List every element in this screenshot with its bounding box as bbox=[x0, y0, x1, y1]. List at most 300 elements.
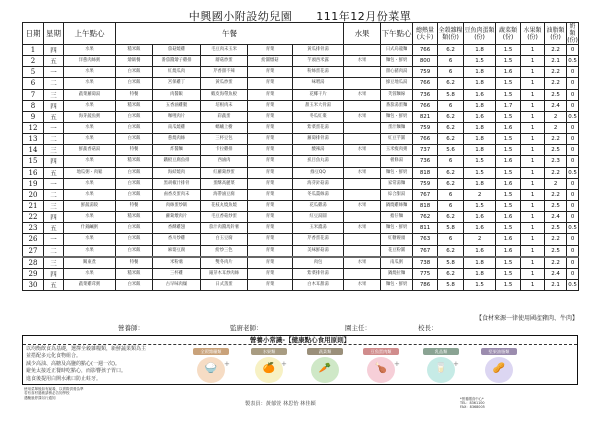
oils-cell: 2.2 bbox=[545, 45, 567, 56]
dairy-cell: 0.5 bbox=[567, 56, 579, 67]
pm-snack-cell: 紅豆芋圓 bbox=[381, 134, 413, 145]
grains-cell: 6 bbox=[438, 56, 464, 67]
pm-snack-cell: 麵包・鮮奶 bbox=[381, 111, 413, 122]
dairy-cell: 0 bbox=[567, 257, 579, 269]
lunch-staple-cell: 白米飯 bbox=[116, 279, 153, 290]
fruit-cell bbox=[344, 245, 381, 257]
dietitian-signature: 營養師： bbox=[118, 324, 144, 332]
col-vegetables: 蔬菜類(份) bbox=[496, 23, 521, 45]
lunch-veg-cell: 青菜 bbox=[248, 122, 293, 133]
grains-cell: 6.2 bbox=[438, 122, 464, 133]
vegetables-cell: 1.7 bbox=[496, 100, 521, 111]
calories-cell: 737 bbox=[413, 145, 438, 156]
calories-cell: 818 bbox=[413, 200, 438, 211]
weekday-cell: 二 bbox=[44, 134, 64, 145]
pm-snack-cell: 玉米瘦肉粥 bbox=[381, 145, 413, 156]
date-cell: 23 bbox=[23, 223, 44, 234]
table-row bbox=[23, 89, 579, 100]
grains-cell: 6 bbox=[438, 200, 464, 211]
col-calories: 總熱量(大卡) bbox=[413, 23, 438, 45]
pm-snack-cell: 綠豆地瓜湯 bbox=[381, 78, 413, 89]
contact-line: TEL：8361100 bbox=[460, 401, 485, 406]
tips-heading: 營養小常識-【健康點心食用原則】 bbox=[23, 336, 577, 345]
lunch-veg-cell: 青菜 bbox=[248, 257, 293, 269]
calories-cell: 759 bbox=[413, 122, 438, 133]
lunch-staple-cell: 白米飯 bbox=[116, 167, 153, 178]
food-group-item bbox=[477, 348, 521, 384]
tip-line: 減少高油、高糖及高鹽的點心(一週一次)。 bbox=[26, 360, 120, 367]
protein-cell: 1.8 bbox=[464, 122, 496, 133]
lunch-staple-cell: 白米飯 bbox=[116, 245, 153, 257]
protein-cell: 1.5 bbox=[464, 167, 496, 178]
vegetables-cell: 1.6 bbox=[496, 178, 521, 189]
protein-cell: 1.5 bbox=[464, 200, 496, 211]
am-snack-cell: 洋蔥肉絲粥 bbox=[64, 56, 116, 67]
protein-cell: 1.5 bbox=[464, 279, 496, 290]
fruit-cell: 水果 bbox=[344, 145, 381, 156]
plus-icon: + bbox=[453, 360, 459, 368]
lunch-side-cell: 卡拉雞排 bbox=[201, 145, 248, 156]
lunch-soup-cell: 海芽針菇湯 bbox=[293, 178, 344, 189]
lunch-staple-cell: 白米飯 bbox=[116, 223, 153, 234]
vegetables-cell: 1.6 bbox=[496, 245, 521, 257]
vegetables-cell: 1.6 bbox=[496, 67, 521, 78]
food-group-label: 蔬菜類 bbox=[307, 348, 343, 355]
lunch-soup-cell: 美味鮮菇湯 bbox=[293, 245, 344, 257]
lunch-main-cell: 咖哩肉片 bbox=[153, 111, 201, 122]
calories-cell: 763 bbox=[413, 234, 438, 245]
am-snack-cell: 水果 bbox=[64, 268, 116, 279]
pm-snack-cell: 麵包・鮮奶 bbox=[381, 167, 413, 178]
lunch-soup-cell: 芋頭西米露 bbox=[293, 56, 344, 67]
protein-cell: 2 bbox=[464, 189, 496, 200]
fruit-cell bbox=[344, 122, 381, 133]
lunch-main-cell: 香酥雞翅 bbox=[153, 223, 201, 234]
weekday-cell: 四 bbox=[44, 45, 64, 56]
table-row bbox=[23, 234, 579, 245]
vegetables-cell: 1.5 bbox=[496, 167, 521, 178]
col-grains: 全榖雜糧類(份) bbox=[438, 23, 464, 45]
lunch-staple-cell: 白米飯 bbox=[116, 122, 153, 133]
lunch-veg-cell: 青菜 bbox=[248, 212, 293, 223]
lunch-soup-cell: 冬瓜薑絲湯 bbox=[293, 189, 344, 200]
date-cell: 12 bbox=[23, 122, 44, 133]
lunch-soup-cell: 蘿蔔排骨湯 bbox=[293, 134, 344, 145]
col-dairy: 奶類(份) bbox=[567, 23, 578, 44]
date-cell: 19 bbox=[23, 178, 44, 189]
lunch-staple-cell: 糙米飯 bbox=[116, 156, 153, 167]
lunch-side-cell: 蛋酥高麗菜 bbox=[201, 178, 248, 189]
footer-notes bbox=[24, 387, 84, 400]
oils-cell: 2.1 bbox=[545, 279, 567, 290]
table-row bbox=[23, 100, 579, 111]
contact-line: FAX：8368005 bbox=[460, 405, 485, 410]
food-icon: 🥛 bbox=[434, 363, 448, 374]
lunch-soup-cell: 味噌湯 bbox=[293, 78, 344, 89]
date-cell: 21 bbox=[23, 200, 44, 211]
lunch-staple-cell: 糙米飯 bbox=[116, 268, 153, 279]
vegetables-cell: 1.6 bbox=[496, 234, 521, 245]
weekday-cell: 二 bbox=[44, 245, 64, 257]
lunch-main-cell: 古早味肉燥 bbox=[153, 279, 201, 290]
vegetables-cell: 1.5 bbox=[496, 45, 521, 56]
fruit-cell bbox=[344, 156, 381, 167]
col-am-snack: 上午點心 bbox=[64, 23, 116, 45]
fruit-cell bbox=[344, 134, 381, 145]
lunch-main-cell: 炸醬麵 bbox=[153, 145, 201, 156]
lunch-veg-cell: 青菜 bbox=[248, 167, 293, 178]
date-cell: 16 bbox=[23, 167, 44, 178]
table-row bbox=[23, 223, 579, 234]
calories-cell: 736 bbox=[413, 156, 438, 167]
calories-cell: 800 bbox=[413, 56, 438, 67]
weekday-cell: 三 bbox=[44, 89, 64, 100]
lunch-veg-cell: 青菜 bbox=[248, 156, 293, 167]
protein-cell: 1.6 bbox=[464, 89, 496, 100]
dairy-cell: 0 bbox=[567, 178, 579, 189]
food-group-item bbox=[303, 348, 347, 384]
dairy-cell: 0.5 bbox=[567, 279, 579, 290]
fruit-cell: 水果 bbox=[344, 89, 381, 100]
calories-cell: 736 bbox=[413, 89, 438, 100]
calories-cell: 775 bbox=[413, 268, 438, 279]
school-name: 中興國小附設幼兒園 bbox=[188, 10, 293, 23]
lunch-veg-cell: 青菜 bbox=[248, 78, 293, 89]
weekday-cell: 三 bbox=[44, 257, 64, 269]
grains-cell: 6.2 bbox=[438, 134, 464, 145]
oils-cell: 2.2 bbox=[545, 78, 567, 89]
oils-cell: 2 bbox=[545, 122, 567, 133]
am-snack-cell: 水果 bbox=[64, 178, 116, 189]
food-group-illustration bbox=[311, 357, 339, 383]
fruit-cell: 水果 bbox=[344, 56, 381, 67]
menu-table bbox=[22, 22, 579, 291]
oils-cell: 2.5 bbox=[545, 89, 567, 100]
weekday-cell: 三 bbox=[44, 145, 64, 156]
am-snack-cell: 水果 bbox=[64, 212, 116, 223]
pm-snack-cell: 麵包・鮮奶 bbox=[381, 223, 413, 234]
grains-cell: 6.2 bbox=[438, 45, 464, 56]
lunch-side-cell: 彩蔬蛋 bbox=[201, 111, 248, 122]
calories-cell: 762 bbox=[413, 212, 438, 223]
weekday-cell: 五 bbox=[44, 223, 64, 234]
nutrition-tips-box bbox=[22, 335, 578, 385]
food-icon: 🍚 bbox=[204, 363, 218, 374]
lunch-main-cell: 鐵板豆腐魚排 bbox=[153, 156, 201, 167]
lunch-veg-cell: 青菜 bbox=[248, 189, 293, 200]
lunch-side-cell: 花枝丸燒魚燒 bbox=[201, 200, 248, 211]
lunch-staple-cell: 白米飯 bbox=[116, 178, 153, 189]
grains-cell: 6.2 bbox=[438, 111, 464, 122]
fruit-cell: 水果 bbox=[344, 167, 381, 178]
fruit-cell bbox=[344, 212, 381, 223]
lunch-staple-cell: 特餐 bbox=[116, 89, 153, 100]
fruit-cell: 水果 bbox=[344, 111, 381, 122]
oils-cell: 2.5 bbox=[545, 223, 567, 234]
col-date: 日期 bbox=[23, 23, 44, 45]
pm-snack-cell: 麵包・鮮奶 bbox=[381, 56, 413, 67]
weekday-cell: 二 bbox=[44, 78, 64, 89]
food-group-illustration bbox=[485, 357, 513, 383]
lunch-side-cell: 海帶滷豆腐 bbox=[201, 189, 248, 200]
director-signature: 園主任： bbox=[345, 324, 371, 332]
lunch-side-cell: 三杯豆包 bbox=[201, 134, 248, 145]
vegetables-cell: 1.6 bbox=[496, 122, 521, 133]
date-cell: 6 bbox=[23, 78, 44, 89]
vegetables-cell: 1.5 bbox=[496, 56, 521, 67]
vegetables-cell: 1.5 bbox=[496, 111, 521, 122]
col-pm-snack: 下午點心 bbox=[381, 23, 413, 45]
lunch-soup-cell: 白木耳甜湯 bbox=[293, 279, 344, 290]
protein-cell: 1.8 bbox=[464, 67, 496, 78]
calories-cell: 759 bbox=[413, 67, 438, 78]
am-snack-cell: 水果 bbox=[64, 67, 116, 78]
dairy-cell: 0 bbox=[567, 200, 579, 211]
food-icon: 🍊 bbox=[262, 363, 276, 374]
lunch-soup-cell: 黃瓜排骨湯 bbox=[293, 45, 344, 56]
tip-line: 並搭配多元化食物組合。 bbox=[26, 353, 82, 360]
lunch-veg-cell: 青菜 bbox=[248, 111, 293, 122]
calories-cell: 759 bbox=[413, 178, 438, 189]
lunch-soup-cell: 粉絲蛋花湯 bbox=[293, 67, 344, 78]
fruits-cell: 1 bbox=[521, 156, 545, 167]
lunch-side-cell: 紅蘿蔔炒蛋 bbox=[201, 167, 248, 178]
table-row bbox=[23, 279, 579, 290]
weekday-cell: 四 bbox=[44, 156, 64, 167]
grains-cell: 6 bbox=[438, 100, 464, 111]
table-row bbox=[23, 122, 579, 133]
lunch-veg-cell: 青菜 bbox=[248, 89, 293, 100]
lunch-staple-cell: 糙米飯 bbox=[116, 212, 153, 223]
dairy-cell: 0 bbox=[567, 100, 579, 111]
lunch-main-cell: 米粉羹 bbox=[153, 257, 201, 269]
dairy-cell: 0.5 bbox=[567, 111, 579, 122]
lunch-main-cell: 三杯雞 bbox=[153, 268, 201, 279]
table-row bbox=[23, 178, 579, 189]
lunch-side-cell: 雙冬肉片 bbox=[201, 257, 248, 269]
calories-cell: 767 bbox=[413, 189, 438, 200]
protein-cell: 1.6 bbox=[464, 223, 496, 234]
fruits-cell: 1 bbox=[521, 56, 545, 67]
lunch-side-cell: 培根肉末 bbox=[201, 100, 248, 111]
lunch-main-cell: 黑胡椒汁排骨 bbox=[153, 178, 201, 189]
oils-cell: 2.5 bbox=[545, 245, 567, 257]
oils-cell: 2.2 bbox=[545, 257, 567, 269]
protein-cell: 1.8 bbox=[464, 100, 496, 111]
vegetables-cell: 1.5 bbox=[496, 257, 521, 269]
food-group-label: 堅果油脂類 bbox=[481, 348, 517, 355]
plus-icon: + bbox=[394, 360, 400, 368]
date-cell: 27 bbox=[23, 245, 44, 257]
oils-cell: 2.1 bbox=[545, 56, 567, 67]
lunch-staple-cell: 白米飯 bbox=[116, 67, 153, 78]
grains-cell: 5.8 bbox=[438, 279, 464, 290]
pm-snack-cell: 家常湯麵 bbox=[381, 178, 413, 189]
weekday-cell: 一 bbox=[44, 234, 64, 245]
lunch-soup-cell: 綠豆QQ bbox=[293, 167, 344, 178]
lunch-staple-cell: 白米飯 bbox=[116, 111, 153, 122]
pm-snack-cell: 麵包・鮮奶 bbox=[381, 279, 413, 290]
vegetables-cell: 1.5 bbox=[496, 223, 521, 234]
col-fruits: 水果類(份) bbox=[521, 23, 545, 45]
oils-cell: 2.4 bbox=[545, 212, 567, 223]
lunch-main-cell: 宮保雞丁 bbox=[153, 78, 201, 89]
fruit-cell bbox=[344, 100, 381, 111]
lunch-soup-cell: 花椰干片 bbox=[293, 89, 344, 100]
calories-cell: 766 bbox=[413, 134, 438, 145]
am-snack-cell: 什錦鹹粥 bbox=[64, 223, 116, 234]
lunch-soup-cell: 花瓜雞湯 bbox=[293, 200, 344, 211]
kitchen-teacher-signature: 監廚老師： bbox=[230, 324, 263, 332]
tip-line: 進食後提用白開水漱口防止蛀牙。 bbox=[26, 375, 102, 382]
am-snack-cell: 海芽蔬魚粥 bbox=[64, 111, 116, 122]
am-snack-cell: 水果 bbox=[64, 45, 116, 56]
weekday-cell: 五 bbox=[44, 56, 64, 67]
dairy-cell: 0 bbox=[567, 212, 579, 223]
oils-cell: 2.2 bbox=[545, 167, 567, 178]
calories-cell: 821 bbox=[413, 111, 438, 122]
footer-note-line: 使用菜單後如有疑義，以實際供餐為準 bbox=[24, 387, 84, 391]
lunch-staple-cell: 特餐 bbox=[116, 257, 153, 269]
menu-body bbox=[23, 45, 579, 291]
calories-cell: 766 bbox=[413, 78, 438, 89]
food-group-label: 水果類 bbox=[251, 348, 287, 355]
lunch-veg-cell: 青菜 bbox=[248, 45, 293, 56]
weekday-cell: 一 bbox=[44, 178, 64, 189]
lunch-main-cell: 蔥燒肉絲 bbox=[153, 134, 201, 145]
tip-line: 以均衡飲食為基礎，選擇全穀雜糧類，新鮮蔬果類為主 bbox=[26, 346, 147, 352]
table-row bbox=[23, 268, 579, 279]
lunch-veg-cell: 青菜 bbox=[248, 279, 293, 290]
food-icon: 🍗 bbox=[374, 363, 388, 374]
grains-cell: 6.2 bbox=[438, 245, 464, 257]
lunch-main-cell: 紅燒瓜肉 bbox=[153, 67, 201, 78]
am-snack-cell: 蔬菜雞茸粥 bbox=[64, 279, 116, 290]
fruits-cell: 1 bbox=[521, 200, 545, 211]
food-group-illustration bbox=[197, 357, 225, 383]
am-snack-cell: 水果 bbox=[64, 234, 116, 245]
tip-line: 避免太接近正餐時吃點心，而影響孩子胃口。 bbox=[26, 368, 127, 375]
fruits-cell: 1 bbox=[521, 78, 545, 89]
date-cell: 5 bbox=[23, 67, 44, 78]
fruits-cell: 1 bbox=[521, 234, 545, 245]
fruit-cell bbox=[344, 78, 381, 89]
fruits-cell: 1 bbox=[521, 257, 545, 269]
lunch-soup-cell: 芹香蛋花湯 bbox=[293, 234, 344, 245]
weekday-cell: 五 bbox=[44, 167, 64, 178]
lunch-soup-cell: 紫菜蛋花湯 bbox=[293, 122, 344, 133]
grains-cell: 6.2 bbox=[438, 167, 464, 178]
date-cell: 26 bbox=[23, 234, 44, 245]
table-row bbox=[23, 200, 579, 211]
lunch-staple-cell: 糙米飯 bbox=[116, 100, 153, 111]
fruits-cell: 1 bbox=[521, 212, 545, 223]
oils-cell: 2.5 bbox=[545, 200, 567, 211]
protein-cell: 1.8 bbox=[464, 145, 496, 156]
grains-cell: 6.2 bbox=[438, 268, 464, 279]
month-title: 111年12月份菜單 bbox=[316, 10, 412, 23]
lunch-main-cell: 麻婆豆腐 bbox=[153, 245, 201, 257]
food-group-label: 豆魚蛋肉類 bbox=[363, 348, 399, 355]
tips-text bbox=[26, 346, 196, 383]
calories-cell: 738 bbox=[413, 257, 438, 269]
oils-cell: 2.4 bbox=[545, 268, 567, 279]
pm-snack-cell: 花豆粉圓 bbox=[381, 245, 413, 257]
lunch-soup-cell: 酸辣湯 bbox=[293, 145, 344, 156]
footer-note-line: 遇颱風停課另行通知 bbox=[24, 395, 56, 400]
food-group-illustration bbox=[427, 357, 455, 383]
am-snack-cell: 地瓜粥・肉鬆 bbox=[64, 167, 116, 178]
am-snack-cell: 水果 bbox=[64, 134, 116, 145]
date-cell: 29 bbox=[23, 268, 44, 279]
am-snack-cell: 關東煮 bbox=[64, 257, 116, 269]
table-row bbox=[23, 56, 579, 67]
weekday-cell: 一 bbox=[44, 67, 64, 78]
lunch-main-cell: 番茄醬燴子雞排 bbox=[153, 56, 201, 67]
lunch-main-cell: 鹵香皮蛋肉末 bbox=[153, 189, 201, 200]
plus-icon: + bbox=[281, 360, 287, 368]
oils-cell: 2.2 bbox=[545, 189, 567, 200]
protein-cell: 1.8 bbox=[464, 178, 496, 189]
am-snack-cell: 水果 bbox=[64, 122, 116, 133]
lunch-side-cell: 毛豆香菇炒蛋 bbox=[201, 212, 248, 223]
lunch-veg-cell: 青菜 bbox=[248, 145, 293, 156]
food-icon: 🥕 bbox=[318, 363, 332, 374]
fruit-cell: 水果 bbox=[344, 279, 381, 290]
vegetables-cell: 1.5 bbox=[496, 279, 521, 290]
date-cell: 8 bbox=[23, 100, 44, 111]
am-snack-cell: 水果 bbox=[64, 156, 116, 167]
pm-snack-cell: 擔仔麵 bbox=[381, 212, 413, 223]
oils-cell: 2.4 bbox=[545, 100, 567, 111]
pm-snack-cell: 板條湯 bbox=[381, 156, 413, 167]
vegetables-cell: 1.6 bbox=[496, 212, 521, 223]
pm-snack-cell: 日式烏龍麵 bbox=[381, 45, 413, 56]
calories-cell: 811 bbox=[413, 223, 438, 234]
lunch-veg-cell: 青菜 bbox=[248, 245, 293, 257]
date-cell: 1 bbox=[23, 45, 44, 56]
oils-cell: 2.5 bbox=[545, 145, 567, 156]
table-header-row bbox=[23, 23, 579, 45]
protein-cell: 1.5 bbox=[464, 156, 496, 167]
lunch-staple-cell: 糙米飯 bbox=[116, 45, 153, 56]
lunch-main-cell: 肉絲蛋炒飯 bbox=[153, 200, 201, 211]
am-snack-cell: 鮮蔬湯餃 bbox=[64, 200, 116, 211]
lunch-soup-cell: 紫菜排骨湯 bbox=[293, 268, 344, 279]
table-row bbox=[23, 134, 579, 145]
dairy-cell: 0.5 bbox=[567, 223, 579, 234]
dairy-cell: 0 bbox=[567, 156, 579, 167]
table-row bbox=[23, 111, 579, 122]
lunch-veg-cell: 青菜 bbox=[248, 134, 293, 145]
fruits-cell: 1 bbox=[521, 122, 545, 133]
calories-cell: 767 bbox=[413, 245, 438, 257]
food-icon: 🥜 bbox=[492, 363, 506, 374]
protein-cell: 1.8 bbox=[464, 78, 496, 89]
pm-snack-cell: 綜合甜湯 bbox=[381, 189, 413, 200]
lunch-main-cell: 茄菇燒雞 bbox=[153, 45, 201, 56]
lunch-veg-cell: 青菜 bbox=[248, 223, 293, 234]
lunch-soup-cell: 甜玉米大骨湯 bbox=[293, 100, 344, 111]
signature-line bbox=[0, 323, 600, 333]
lunch-soup-cell: 紅豆湯圓 bbox=[293, 212, 344, 223]
lunch-veg-cell: 青菜 bbox=[248, 200, 293, 211]
date-cell: 30 bbox=[23, 279, 44, 290]
vegetables-cell: 1.6 bbox=[496, 156, 521, 167]
principal-signature: 校長： bbox=[418, 324, 438, 332]
date-cell: 13 bbox=[23, 134, 44, 145]
protein-cell: 1.8 bbox=[464, 257, 496, 269]
